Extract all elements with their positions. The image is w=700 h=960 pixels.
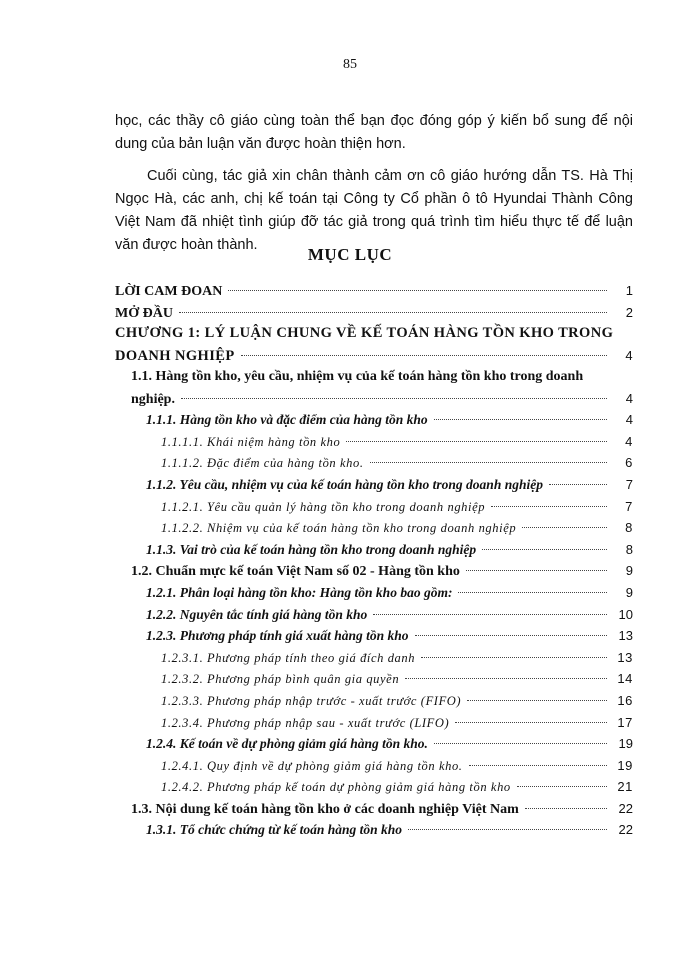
toc-entry-text: 1.2. Chuẩn mực kế toán Việt Nam số 02 - Hàng tồn kho xyxy=(131,564,460,580)
leader-dots xyxy=(482,549,607,550)
toc-page-number: 4 xyxy=(625,412,633,428)
toc-page-number: 4 xyxy=(625,433,633,449)
leader-dots xyxy=(346,441,607,442)
toc-page-number: 4 xyxy=(625,390,633,406)
toc-entry-text: 1.3. Nội dung kế toán hàng tồn kho ở các doanh nghiệp Việt Nam xyxy=(131,801,519,817)
leader-dots xyxy=(181,398,607,399)
toc-entry-text: 1.1.2.1. Yêu cầu quản lý hàng tồn kho trong doanh nghiệp xyxy=(161,499,486,514)
toc-page-number: 7 xyxy=(625,498,633,514)
page-number: 85 xyxy=(343,57,357,72)
toc-entry[interactable] xyxy=(115,539,633,561)
toc-entry[interactable] xyxy=(115,496,633,518)
toc-page-number: 13 xyxy=(617,649,633,665)
leader-dots xyxy=(415,635,607,636)
leader-dots xyxy=(241,355,607,356)
toc-entry-text: 1.2.3.3. Phương pháp nhập trước - xuất trước (FIFO) xyxy=(161,693,462,708)
toc-entry[interactable] xyxy=(115,280,633,302)
toc-page-number: 8 xyxy=(625,520,633,536)
toc-title: MỤC LỤC xyxy=(307,245,393,264)
intro-text xyxy=(115,110,633,266)
toc-entry[interactable] xyxy=(115,474,633,496)
toc-entry-text: 1.2.4.1. Quy định về dự phòng giảm giá hàng tồn kho. xyxy=(161,758,463,773)
toc-entry-text: 1.2.3. Phương pháp tính giá xuất hàng tồn kho xyxy=(146,628,409,644)
toc-entry-text: 1.2.4.2. Phương pháp kế toán dự phòng giảm giá hàng tồn kho xyxy=(161,780,511,795)
toc-entry[interactable] xyxy=(115,366,633,409)
toc-entry[interactable] xyxy=(115,647,633,669)
leader-dots xyxy=(228,290,607,291)
toc-page-number: 1 xyxy=(625,283,633,298)
toc-entry-text-continued: DOANH NGHIỆP xyxy=(115,347,235,364)
toc-entry-text: 1.1.1.2. Đặc điểm của hàng tồn kho. xyxy=(161,456,364,471)
leader-dots xyxy=(491,506,607,507)
toc-entry[interactable] xyxy=(115,755,633,777)
table-of-contents xyxy=(115,280,633,841)
toc-entry[interactable] xyxy=(115,819,633,841)
intro-paragraph-1: học, các thầy cô giáo cùng toàn thể bạn đọc đóng góp ý kiến bổ sung để nội dung của bản luận văn được hoàn thiện hơn. xyxy=(115,113,633,152)
toc-entry-text: 1.1. Hàng tồn kho, yêu cầu, nhiệm vụ của kế toán hàng tồn kho trong doanh xyxy=(131,369,584,385)
leader-dots xyxy=(179,312,607,313)
toc-entry-text: 1.1.2. Yêu cầu, nhiệm vụ của kế toán hàng tồn kho trong doanh nghiệp xyxy=(146,476,543,492)
leader-dots xyxy=(370,462,607,463)
toc-page-number: 13 xyxy=(618,628,633,644)
toc-entry-text: CHƯƠNG 1: LÝ LUẬN CHUNG VỀ KẾ TOÁN HÀNG TỒN KHO TRONG xyxy=(115,325,614,342)
toc-page-number: 21 xyxy=(617,779,633,795)
toc-page-number: 8 xyxy=(625,541,633,557)
toc-entry[interactable] xyxy=(115,560,633,582)
toc-page-number: 4 xyxy=(625,347,633,363)
toc-entry[interactable] xyxy=(115,733,633,755)
toc-entry[interactable] xyxy=(115,452,633,474)
toc-page-number: 19 xyxy=(617,757,633,773)
toc-page-number: 16 xyxy=(617,692,633,708)
leader-dots xyxy=(549,484,607,485)
leader-dots xyxy=(525,808,607,809)
toc-entry-text: 1.3.1. Tổ chức chứng từ kế toán hàng tồn kho xyxy=(146,822,403,838)
leader-dots xyxy=(421,657,607,658)
toc-page-number: 9 xyxy=(625,563,633,579)
leader-dots xyxy=(469,765,607,766)
toc-entry-text: 1.2.3.2. Phương pháp bình quân gia quyền xyxy=(161,672,400,687)
leader-dots xyxy=(458,592,607,593)
toc-entry-text: 1.2.4. Kế toán về dự phòng giảm giá hàng tồn kho. xyxy=(146,736,428,752)
toc-entry[interactable] xyxy=(115,409,633,431)
toc-page-number: 22 xyxy=(618,800,633,816)
toc-entry-text: LỜI CAM ĐOAN xyxy=(115,284,223,299)
toc-entry[interactable] xyxy=(115,798,633,820)
toc-entry-text: 1.2.2. Nguyên tắc tính giá hàng tồn kho xyxy=(146,606,368,622)
leader-dots xyxy=(408,829,607,830)
leader-dots xyxy=(466,570,607,571)
toc-page-number: 19 xyxy=(618,736,633,752)
toc-page-number: 17 xyxy=(617,714,633,730)
toc-page-number: 14 xyxy=(617,671,633,687)
toc-entry[interactable] xyxy=(115,625,633,647)
leader-dots xyxy=(467,700,607,701)
leader-dots xyxy=(434,743,607,744)
toc-entry-text: MỞ ĐẦU xyxy=(115,305,173,321)
leader-dots xyxy=(522,527,607,528)
toc-page-number: 7 xyxy=(625,476,633,492)
leader-dots xyxy=(517,786,607,787)
toc-entry-text: 1.2.3.4. Phương pháp nhập sau - xuất trước (LIFO) xyxy=(161,715,450,730)
leader-dots xyxy=(405,678,607,679)
leader-dots xyxy=(455,722,607,723)
toc-entry[interactable] xyxy=(115,302,633,324)
toc-entry-text: 1.1.2.2. Nhiệm vụ của kế toán hàng tồn kho trong doanh nghiệp xyxy=(161,521,517,536)
leader-dots xyxy=(373,614,607,615)
toc-entry-text-continued: nghiệp. xyxy=(131,391,175,407)
toc-entry[interactable] xyxy=(115,690,633,712)
toc-page-number: 6 xyxy=(625,455,633,471)
toc-entry[interactable] xyxy=(115,712,633,734)
toc-entry[interactable] xyxy=(115,776,633,798)
toc-entry[interactable] xyxy=(115,604,633,626)
toc-entry[interactable] xyxy=(115,668,633,690)
toc-page-number: 10 xyxy=(618,606,633,622)
toc-page-number: 22 xyxy=(618,822,633,838)
leader-dots xyxy=(434,419,607,420)
toc-page-number: 9 xyxy=(625,584,633,600)
toc-entry-text: 1.2.3.1. Phương pháp tính theo giá đích danh xyxy=(161,650,416,665)
toc-entry-text: 1.1.3. Vai trò của kế toán hàng tồn kho trong doanh nghiệp xyxy=(146,541,477,557)
toc-entry[interactable] xyxy=(115,431,633,453)
toc-entry-text: 1.2.1. Phân loại hàng tồn kho: Hàng tồn kho bao gồm: xyxy=(146,584,453,600)
toc-page-number: 2 xyxy=(625,304,633,320)
toc-entry[interactable] xyxy=(115,323,633,366)
toc-entry-text: 1.1.1. Hàng tồn kho và đặc điểm của hàng tồn kho xyxy=(146,412,428,428)
toc-entry-text: 1.1.1.1. Khái niệm hàng tồn kho xyxy=(161,434,341,449)
toc-entry[interactable] xyxy=(115,517,633,539)
intro-paragraph-2: Cuối cùng, tác giả xin chân thành cảm ơn cô giáo hướng dẫn TS. Hà Thị Ngọc Hà, các anh, chị kế toán tại Công ty Cổ phần ô tô Hyundai Thành Công Việt Nam đã nhiệt tình giúp đỡ tác giả trong quá trình tìm hiểu thực tế để luận văn được hoàn thành. xyxy=(115,168,633,253)
toc-entry[interactable] xyxy=(115,582,633,604)
